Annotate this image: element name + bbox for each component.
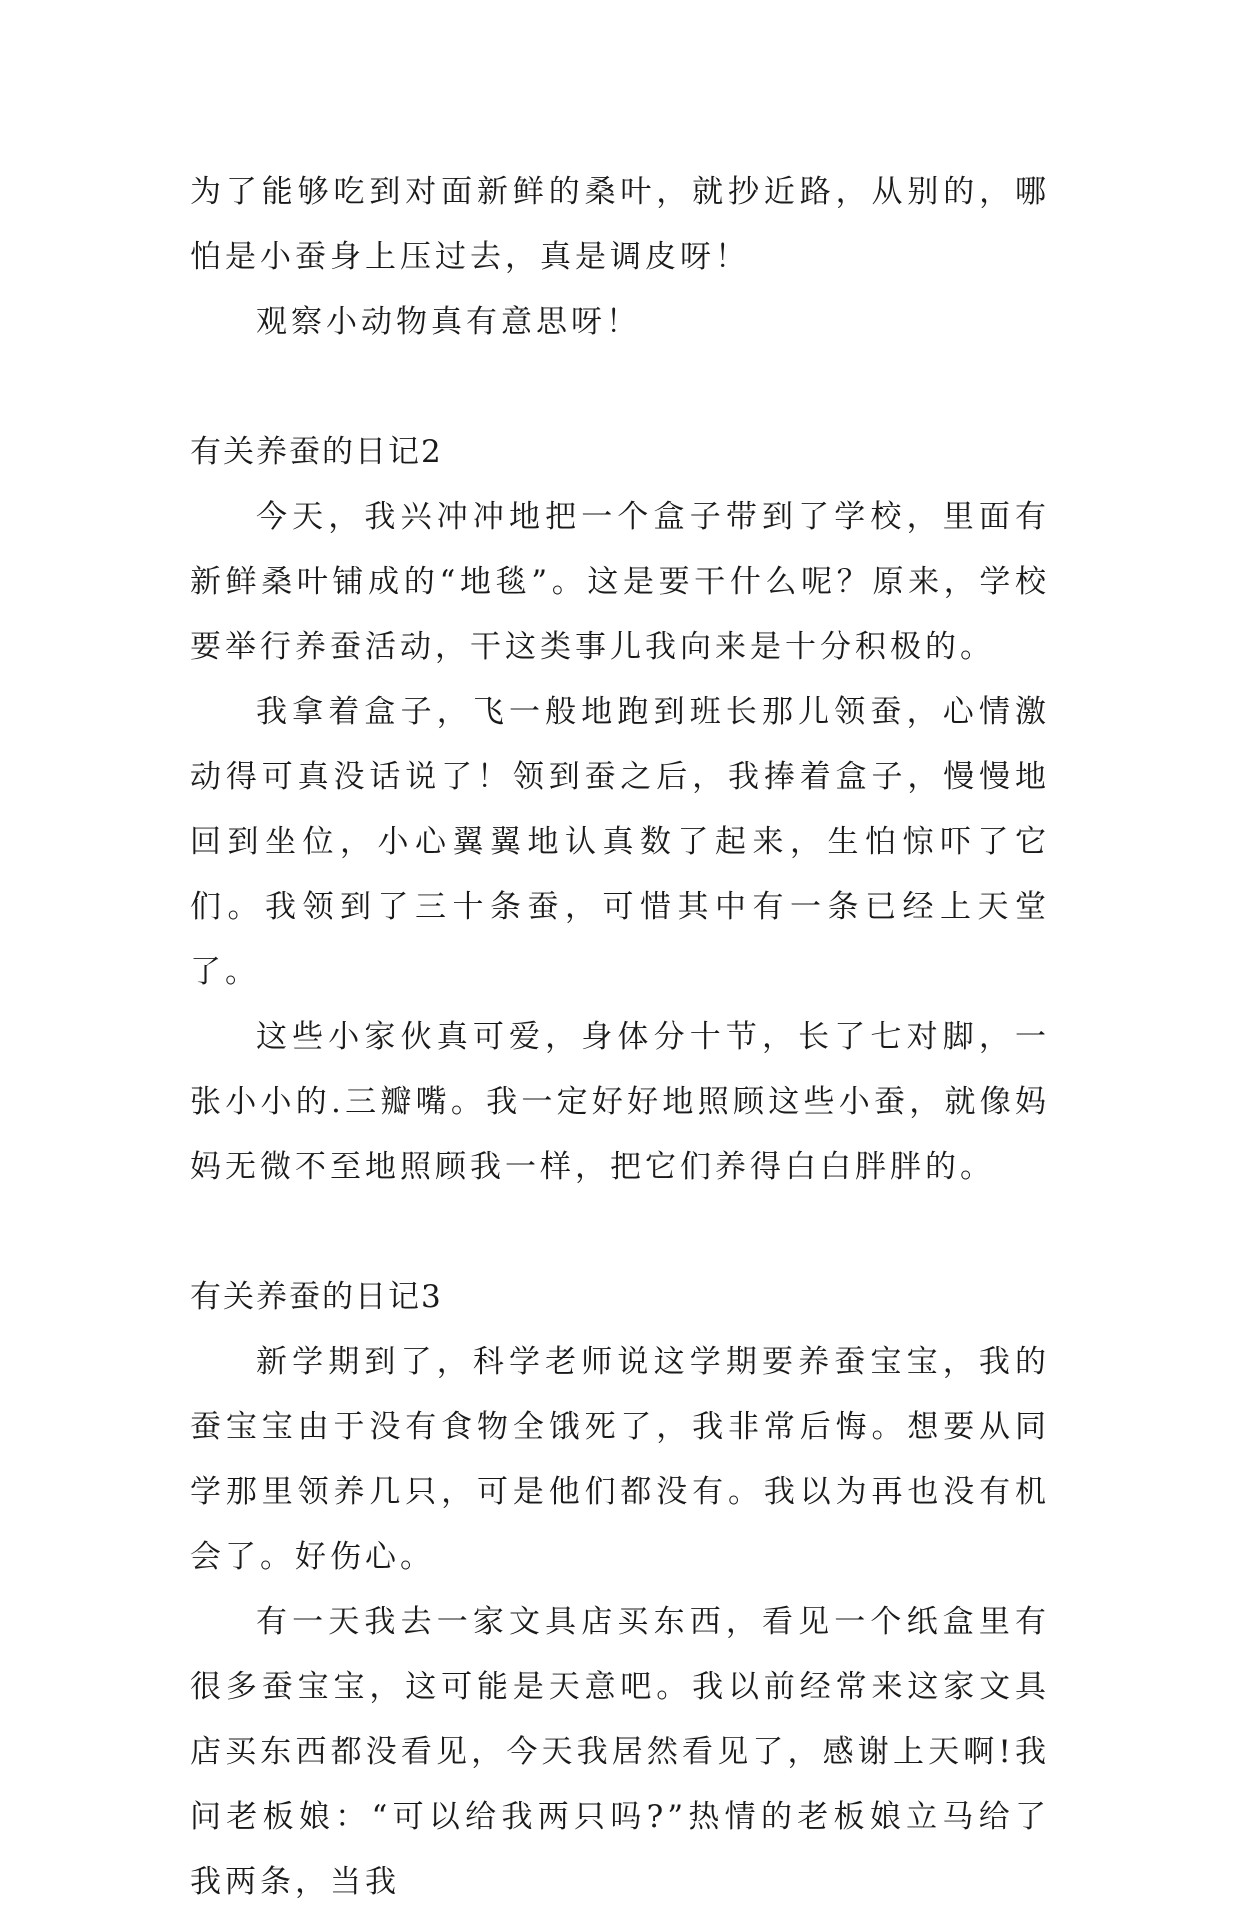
paragraph: 我拿着盒子，飞一般地跑到班长那儿领蚕，心情激动得可真没话说了！领到蚕之后，我捧着盒子，慢慢地回到坐位，小心翼翼地认真数了起来，生怕惊吓了它们。我领到了三十条蚕，可惜其中有一条已经上天堂了。 <box>190 694 1050 990</box>
section-heading: 有关养蚕的日记3 <box>190 1279 443 1315</box>
section-heading: 有关养蚕的日记2 <box>190 434 443 470</box>
paragraph: 观察小动物真有意思呀！ <box>256 304 641 340</box>
document-body <box>190 160 1050 1915</box>
section-spacer <box>190 1200 1050 1265</box>
paragraph: 今天，我兴冲冲地把一个盒子带到了学校，里面有新鲜桑叶铺成的“地毯”。这是要干什么呢？原来，学校要举行养蚕活动，干这类事儿我向来是十分积极的。 <box>190 499 1050 665</box>
paragraph: 新学期到了，科学老师说这学期要养蚕宝宝，我的蚕宝宝由于没有食物全饿死了，我非常后悔。想要从同学那里领养几只，可是他们都没有。我以为再也没有机会了。好伤心。 <box>190 1344 1050 1575</box>
section-spacer <box>190 355 1050 420</box>
paragraph: 这些小家伙真可爱，身体分十节，长了七对脚，一张小小的.三瓣嘴。我一定好好地照顾这些小蚕，就像妈妈无微不至地照顾我一样，把它们养得白白胖胖的。 <box>190 1019 1050 1185</box>
diary-section-2 <box>190 420 1050 1200</box>
diary-section-3 <box>190 1265 1050 1915</box>
paragraph: 有一天我去一家文具店买东西，看见一个纸盒里有很多蚕宝宝，这可能是天意吧。我以前经常来这家文具店买东西都没看见，今天我居然看见了，感谢上天啊!我问老板娘：“可以给我两只吗?”热情的老板娘立马给了我两条，当我 <box>190 1604 1050 1900</box>
diary-section-1-continued <box>190 160 1050 355</box>
paragraph: 为了能够吃到对面新鲜的桑叶，就抄近路，从别的，哪怕是小蚕身上压过去，真是调皮呀！ <box>190 174 1050 275</box>
